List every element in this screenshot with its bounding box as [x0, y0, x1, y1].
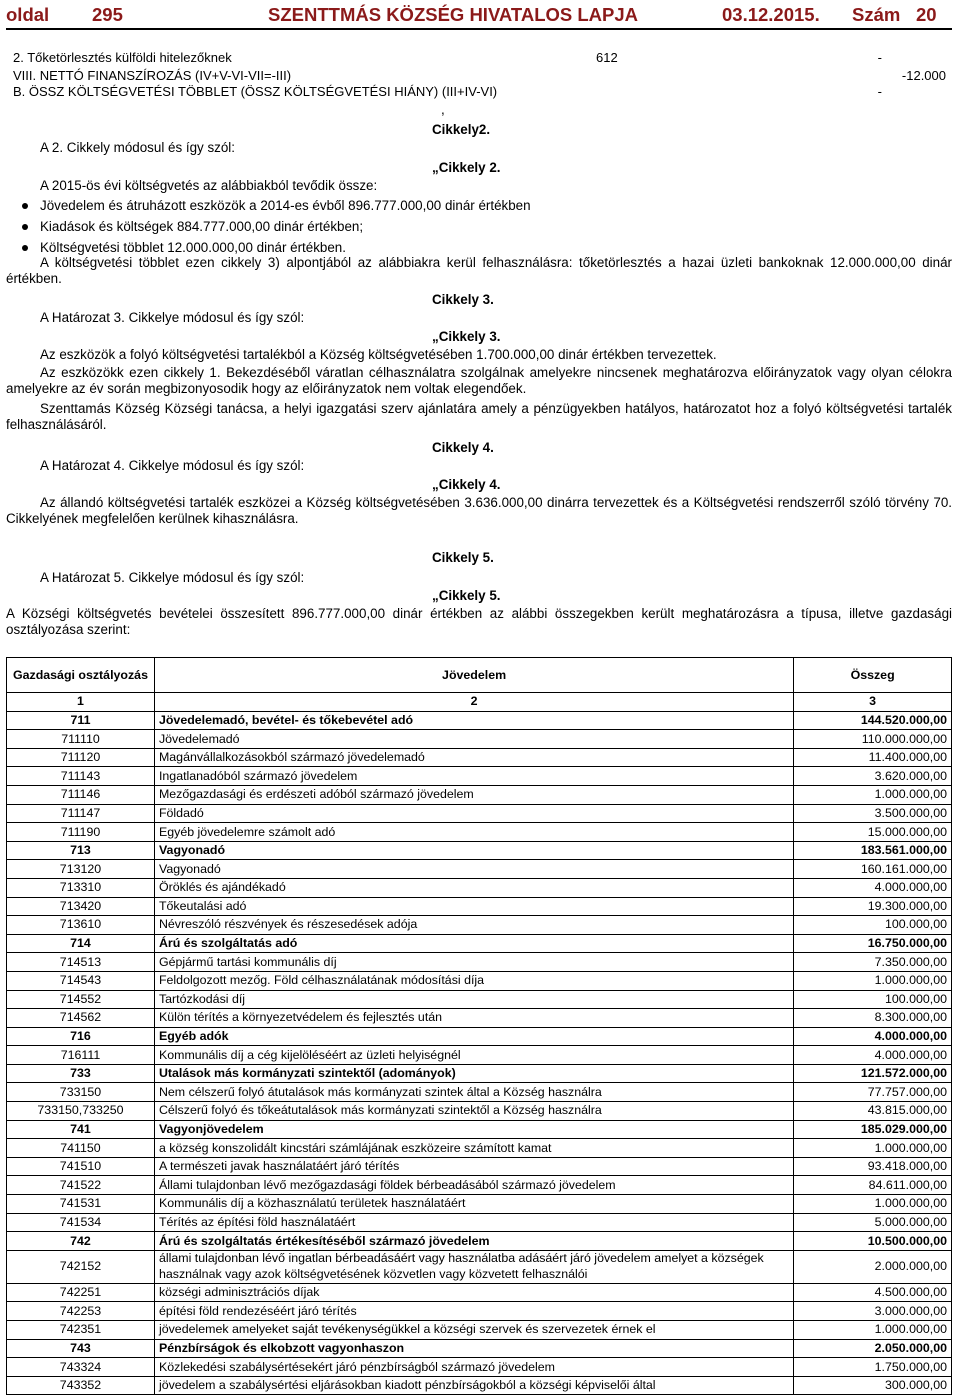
column-header-classification: Gazdasági osztályozás: [7, 658, 155, 693]
table-body: [7, 711, 952, 1395]
table-row: [7, 953, 952, 972]
cell-amount: 43.815.000,00: [794, 1102, 952, 1121]
table-row: [7, 971, 952, 990]
cell-code: 711147: [7, 804, 155, 823]
table-row: [7, 1102, 952, 1121]
cell-amount: 1.000.000,00: [794, 971, 952, 990]
c5-paragraph-1: A Községi költségvetés bevételei összesített 896.777.000,00 dinár értékben az alábbi összegekben került meghatározásra a típusa, illetve gazdasági osztályozása szerint:: [6, 606, 952, 638]
cell-amount: 1.000.000,00: [794, 785, 952, 804]
table-row: [7, 1176, 952, 1195]
column-number: 3: [794, 693, 952, 712]
column-header-income: Jövedelem: [154, 658, 793, 693]
cell-name: Vagyonadó: [154, 860, 793, 879]
cell-name: Gépjármű tartási kommunális díj: [154, 953, 793, 972]
summary-label: VIII. NETTÓ FINANSZÍROZÁS (IV+V-VI-VII=-III): [13, 68, 292, 83]
cell-name: Feldolgozott mezőg. Föld célhasználatának módosítási díja: [154, 971, 793, 990]
cell-amount: 1.000.000,00: [794, 1321, 952, 1340]
cell-code: 741150: [7, 1139, 155, 1158]
cell-code: 711190: [7, 823, 155, 842]
cell-code: 741510: [7, 1157, 155, 1176]
cell-code: 733150,733250: [7, 1102, 155, 1121]
cell-name: Tőkeutalási adó: [154, 897, 793, 916]
cikkely4-heading: Cikkely 4.: [432, 440, 494, 455]
table-row: [7, 1339, 952, 1358]
table-row: [7, 767, 952, 786]
cell-code: 743352: [7, 1376, 155, 1395]
table-row: [7, 1358, 952, 1377]
cell-code: 733150: [7, 1083, 155, 1102]
cell-code: 713: [7, 841, 155, 860]
cell-code: 733: [7, 1064, 155, 1083]
cell-code: 713420: [7, 897, 155, 916]
revenue-table: [6, 657, 952, 1395]
cikkely3-quote-heading: „Cikkely 3.: [432, 329, 501, 344]
cell-amount: 2.050.000,00: [794, 1339, 952, 1358]
cell-amount: 1.000.000,00: [794, 1139, 952, 1158]
table-row: [7, 1283, 952, 1302]
table-row: [7, 878, 952, 897]
h3-modosul-text: A Határozat 3. Cikkelye módosul és így szól:: [40, 310, 305, 325]
cell-code: 714543: [7, 971, 155, 990]
header-issue-number: 20: [916, 4, 937, 25]
cell-name: a község konszolidált kincstári számlájának eszközeire számított kamat: [154, 1139, 793, 1158]
cell-name: Öröklés és ajándékadó: [154, 878, 793, 897]
cikkely2-heading: Cikkely2.: [432, 122, 491, 137]
table-row: [7, 916, 952, 935]
cell-name: Ingatlanadóból származó jövedelem: [154, 767, 793, 786]
cell-amount: 160.161.000,00: [794, 860, 952, 879]
cell-code: 742152: [7, 1250, 155, 1283]
cell-code: 711146: [7, 785, 155, 804]
cell-amount: 100.000,00: [794, 990, 952, 1009]
table-row: [7, 897, 952, 916]
table-header-row: [7, 658, 952, 693]
cell-code: 713310: [7, 878, 155, 897]
cell-name: állami tulajdonban lévő ingatlan bérbeadásáért vagy használatba adásáért járó jövedelem amelyet a községek használnak vagy azok költségvetésének közvetlen vagy közvetett felhasználói: [154, 1250, 793, 1283]
cell-name: Névreszóló részvények és részesedések adója: [154, 916, 793, 935]
cell-amount: 11.400.000,00: [794, 748, 952, 767]
cikkely4-quote-heading: „Cikkely 4.: [432, 477, 501, 492]
cikkely3-heading: Cikkely 3.: [432, 292, 494, 307]
cell-code: 714552: [7, 990, 155, 1009]
cell-amount: 3.620.000,00: [794, 767, 952, 786]
cell-name: Térítés az építési föld használatáért: [154, 1213, 793, 1232]
cell-name: jövedelem a szabálysértési eljárásokban kiadott pénzbírságokból a községi képviselői által: [154, 1376, 793, 1395]
header-date: 03.12.2015.: [722, 4, 820, 25]
table-row: [7, 1009, 952, 1028]
table-row: [7, 1302, 952, 1321]
cell-amount: 8.300.000,00: [794, 1009, 952, 1028]
cell-name: Jövedelemadó, bevétel- és tőkebevétel adó: [154, 711, 793, 730]
cell-amount: 144.520.000,00: [794, 711, 952, 730]
summary-line-2: [6, 68, 952, 84]
c3-paragraph-3: Szenttamás Község Községi tanácsa, a helyi igazgatási szerv ajánlatára amely a pénzügyekben hatályos, határozatot hoz a folyó költségvetési tartalék felhasználásáról.: [6, 401, 952, 433]
cell-name: Utalások más kormányzati szintektől (adományok): [154, 1064, 793, 1083]
cell-code: 713610: [7, 916, 155, 935]
bullet-item-expenses: Kiadások és költségek 884.777.000,00 dinár értékben;: [40, 219, 364, 234]
cikkely5-heading: Cikkely 5.: [432, 550, 494, 565]
cell-name: Nem célszerű folyó átutalások más kormányzati szintek által a Község használra: [154, 1083, 793, 1102]
bullet-item-surplus: Költségvetési többlet 12.000.000,00 dinár értékben.: [40, 240, 346, 255]
table-row: [7, 860, 952, 879]
a2-modosul-text: A 2. Cikkely módosul és így szól:: [40, 140, 235, 155]
h4-modosul-text: A Határozat 4. Cikkelye módosul és így szól:: [40, 458, 305, 473]
stray-comma: ,: [441, 102, 445, 117]
table-row: [7, 1376, 952, 1395]
cell-name: építési föld rendezéséért járó térítés: [154, 1302, 793, 1321]
table-row: [7, 1046, 952, 1065]
summary-line-3: [6, 84, 952, 100]
cell-name: Mezőgazdasági és erdészeti adóból származó jövedelem: [154, 785, 793, 804]
header-issue-label: Szám: [852, 4, 901, 25]
cell-code: 714513: [7, 953, 155, 972]
cell-code: 741522: [7, 1176, 155, 1195]
cikkely2-quote-heading: „Cikkely 2.: [432, 160, 501, 175]
header-page-word: oldal: [6, 4, 50, 25]
cell-name: A természeti javak használatáért járó térítés: [154, 1157, 793, 1176]
cell-code: 741531: [7, 1195, 155, 1214]
cell-code: 742253: [7, 1302, 155, 1321]
table-row: [7, 934, 952, 953]
cell-name: Egyéb jövedelemre számolt adó: [154, 823, 793, 842]
table-row: [7, 990, 952, 1009]
table-row: [7, 711, 952, 730]
cell-amount: 4.000.000,00: [794, 1027, 952, 1046]
column-number: 1: [7, 693, 155, 712]
table-row: [7, 1027, 952, 1046]
cell-code: 716111: [7, 1046, 155, 1065]
cell-name: községi adminisztrációs díjak: [154, 1283, 793, 1302]
summary-value: -12.000: [901, 68, 946, 83]
cell-name: Állami tulajdonban lévő mezőgazdasági földek bérbeadásából származó jövedelem: [154, 1176, 793, 1195]
header-page-number: 295: [92, 4, 123, 25]
table-row: [7, 841, 952, 860]
cell-name: Közlekedési szabálysértésekért járó pénzbírságból származó jövedelem: [154, 1358, 793, 1377]
cell-code: 714: [7, 934, 155, 953]
cell-code: 743324: [7, 1358, 155, 1377]
table-row: [7, 804, 952, 823]
cell-amount: 183.561.000,00: [794, 841, 952, 860]
cell-amount: 77.757.000,00: [794, 1083, 952, 1102]
cell-name: Árú és szolgáltatás adó: [154, 934, 793, 953]
cell-amount: 5.000.000,00: [794, 1213, 952, 1232]
table-row: [7, 1120, 952, 1139]
cell-name: Pénzbírságok és elkobzott vagyonhaszon: [154, 1339, 793, 1358]
cell-amount: 1.000.000,00: [794, 1195, 952, 1214]
cell-amount: 3.000.000,00: [794, 1302, 952, 1321]
cell-amount: 4.500.000,00: [794, 1283, 952, 1302]
cell-amount: 110.000.000,00: [794, 730, 952, 749]
cell-amount: 4.000.000,00: [794, 878, 952, 897]
c3-paragraph-1: Az eszközök a folyó költségvetési tartalékból a Község költségvetésében 1.700.000,00 dinár értékben tervezettek.: [40, 347, 717, 362]
cell-name: Vagyonjövedelem: [154, 1120, 793, 1139]
summary-label: 2. Tőketörlesztés külföldi hitelezőknek: [13, 50, 232, 65]
cell-amount: 93.418.000,00: [794, 1157, 952, 1176]
cell-name: Vagyonadó: [154, 841, 793, 860]
cell-amount: 15.000.000,00: [794, 823, 952, 842]
c3-paragraph-2: Az eszközökk ezen cikkely 1. Bekezdéséből váratlan célhasználatra szolgálnak amelyekre nincsenek meghatározva előirányzatok vagy olyan célokra amelyekre az év során megbizonyosodik hogy az előirányzatok nem voltak elegendőek.: [6, 365, 952, 397]
summary-value: -: [877, 84, 882, 99]
cell-code: 711110: [7, 730, 155, 749]
cell-amount: 3.500.000,00: [794, 804, 952, 823]
c4-paragraph-1: Az állandó költségvetési tartalék eszközei a Község költségvetésében 3.636.000,00 dinárra tervezettek és a Költségvetési rendszerről szóló törvény 70. Cikkelyének megfelelően kerülnek kihasználásra.: [6, 495, 952, 527]
cell-code: 743: [7, 1339, 155, 1358]
cell-amount: 185.029.000,00: [794, 1120, 952, 1139]
cell-name: Külön térítés a környezetvédelem és fejlesztés után: [154, 1009, 793, 1028]
summary-value: -: [877, 50, 882, 65]
table-row: [7, 785, 952, 804]
table-row: [7, 1250, 952, 1283]
cell-name: Tartózkodási díj: [154, 990, 793, 1009]
table-row: [7, 1195, 952, 1214]
cell-amount: 84.611.000,00: [794, 1176, 952, 1195]
table-row: [7, 1083, 952, 1102]
cell-name: jövedelemek amelyeket saját tevékenységükkel a községi szervek és szervezetek érnek el: [154, 1321, 793, 1340]
summary-label: B. ÖSSZ KÖLTSÉGVETÉSI TÖBBLET (ÖSSZ KÖLTSÉGVETÉSI HIÁNY) (III+IV-VI): [13, 84, 498, 99]
budget-intro: A 2015-ös évi költségvetés az alábbiakból tevődik össze:: [40, 178, 378, 193]
cell-name: Célszerű folyó és tőkeátutalások más kormányzati szintektől a Község használra: [154, 1102, 793, 1121]
bullet-item-income: Jövedelem és átruházott eszközök a 2014-es évből 896.777.000,00 dinár értékben: [40, 198, 531, 213]
cell-name: Árú és szolgáltatás értékesítéséből származó jövedelem: [154, 1232, 793, 1251]
cell-name: Kommunális díj a közhasználatú területek használatáért: [154, 1195, 793, 1214]
cell-amount: 121.572.000,00: [794, 1064, 952, 1083]
cell-amount: 4.000.000,00: [794, 1046, 952, 1065]
cell-amount: 10.500.000,00: [794, 1232, 952, 1251]
cell-name: Földadó: [154, 804, 793, 823]
table-row: [7, 1157, 952, 1176]
table-row: [7, 1232, 952, 1251]
cell-name: Egyéb adók: [154, 1027, 793, 1046]
cell-code: 714562: [7, 1009, 155, 1028]
table-number-row: [7, 693, 952, 712]
column-header-amount: Összeg: [794, 658, 952, 693]
cell-code: 741534: [7, 1213, 155, 1232]
column-number: 2: [154, 693, 793, 712]
cell-code: 711120: [7, 748, 155, 767]
summary-line-1: [6, 50, 952, 66]
table-row: [7, 1213, 952, 1232]
cell-code: 741: [7, 1120, 155, 1139]
page-header: [6, 4, 952, 30]
cell-code: 713120: [7, 860, 155, 879]
cell-amount: 1.750.000,00: [794, 1358, 952, 1377]
cikkely5-quote-heading: „Cikkely 5.: [432, 588, 501, 603]
cell-amount: 2.000.000,00: [794, 1250, 952, 1283]
table-row: [7, 823, 952, 842]
cell-name: Jövedelemadó: [154, 730, 793, 749]
cell-code: 742251: [7, 1283, 155, 1302]
cell-code: 742: [7, 1232, 155, 1251]
header-title: SZENTTMÁS KÖZSÉG HIVATALOS LAPJA: [268, 4, 639, 25]
cell-amount: 19.300.000,00: [794, 897, 952, 916]
table-row: [7, 1064, 952, 1083]
cell-code: 711: [7, 711, 155, 730]
summary-mid: 612: [596, 50, 618, 65]
cell-code: 742351: [7, 1321, 155, 1340]
table-row: [7, 1139, 952, 1158]
cell-amount: 300.000,00: [794, 1376, 952, 1395]
cell-amount: 100.000,00: [794, 916, 952, 935]
table-row: [7, 748, 952, 767]
h5-modosul-text: A Határozat 5. Cikkelye módosul és így szól:: [40, 570, 305, 585]
cell-name: Kommunális díj a cég kijelöléséért az üzleti helyiségnél: [154, 1046, 793, 1065]
cell-name: Magánvállalkozásokból származó jövedelemadó: [154, 748, 793, 767]
surplus-paragraph: A költségvetési többlet ezen cikkely 3) alpontjából az alábbiakra kerül felhasználásra: tőketörlesztés a hazai üzleti bankoknak 12.000.000,00 dinár értékben.: [6, 255, 952, 287]
table-row: [7, 1321, 952, 1340]
cell-amount: 16.750.000,00: [794, 934, 952, 953]
cell-code: 716: [7, 1027, 155, 1046]
cell-amount: 7.350.000,00: [794, 953, 952, 972]
cell-code: 711143: [7, 767, 155, 786]
table-row: [7, 730, 952, 749]
